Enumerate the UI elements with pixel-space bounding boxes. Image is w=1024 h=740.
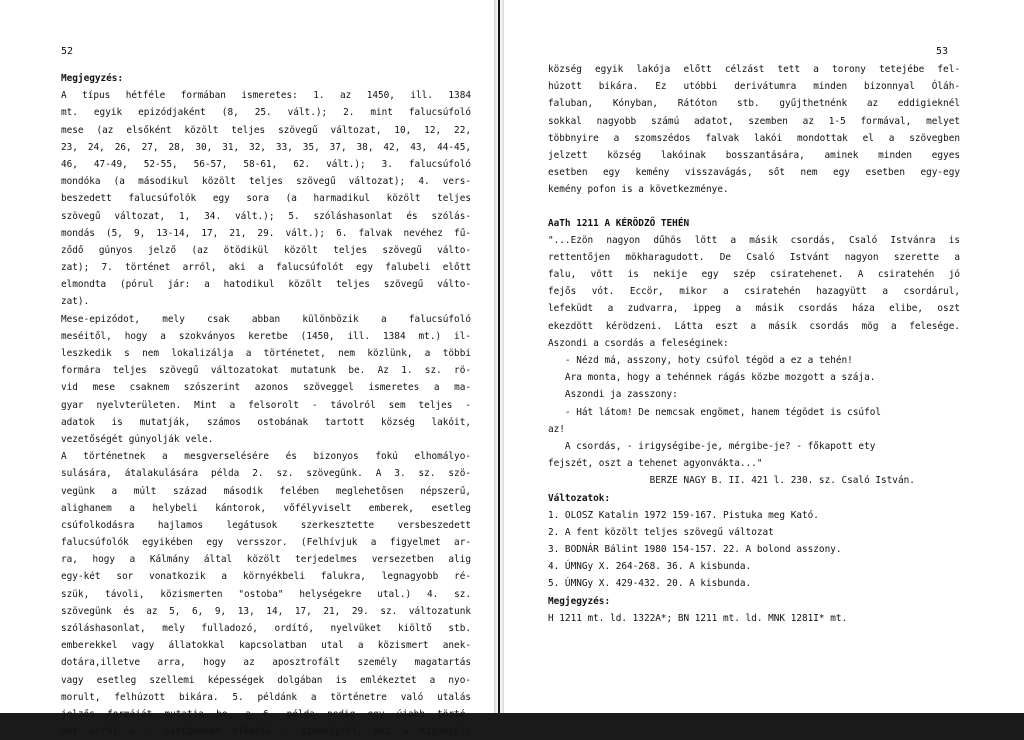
text-line: morult, felhúzott bikára. 5. példánk a történetre való utalás: [61, 691, 471, 703]
text-line: fejszét, oszt a tehenet agyonvákta...": [548, 458, 763, 470]
text-line: vagy esetleg szellemi képességek dolgában is emlékeztet a nyo-: [61, 674, 471, 686]
text-line: A típus hétféle formában ismeretes: 1. az 1450, ill. 1384: [61, 90, 471, 102]
text-column: [548, 61, 960, 627]
text-line: egy-két sor vonatkozik a környékbeli falukra, legnagyobb ré-: [61, 571, 471, 583]
section-heading: AaTh 1211 A KÉRÖDZŐ TEHÉN: [548, 217, 690, 229]
text-line: 23, 24, 26, 27, 28, 30, 31, 32, 33, 35, 37, 38, 42, 43, 44-45,: [61, 141, 471, 153]
text-line: jelzős formáját mutatja be, a 6. példa pedig egy újabb törté-: [61, 708, 471, 720]
text-line: BERZE NAGY B. II. 421 l. 230. sz. Csaló István.: [548, 475, 915, 487]
text-line: sulására, átalakulására példa 2. sz. szövegünk. A 3. sz. szö-: [61, 468, 471, 480]
text-line: Aszondi ja zasszony:: [548, 389, 678, 401]
gutter-shadow: [498, 0, 500, 713]
text-line: faluban, Kónyban, Rátóton stb. gyűjthetnénk az eddigieknél: [548, 98, 960, 110]
text-line: mt. egyik epizódjaként (8, 25. vált.); 2. mint falucsúfoló: [61, 107, 471, 119]
text-line: ra, hogy a Kálmány által közölt terjedelmes versezetben alig: [61, 554, 471, 566]
text-line: vegünk a múlt század második felében meglehetősen népszerű,: [61, 485, 471, 497]
text-line: többnyire a szomszédos falvak lakói mondottak el a szövegben: [548, 132, 960, 144]
page-number: 52: [61, 46, 74, 57]
text-line: 2. A fent közölt teljes szövegű változat: [548, 526, 774, 538]
text-line: elmondta (pórul jár: a hatodikul közölt teljes szövegű válto-: [61, 279, 471, 291]
text-line: net arról a - esetünkben előkelő - személyről, aki a kigúnyolt: [61, 726, 471, 738]
text-line: kemény pofon is a következménye.: [548, 184, 729, 196]
text-line: 3. BODNÁR Bálint 1980 154-157. 22. A bolond asszony.: [548, 544, 842, 556]
text-line: alighanem a helybeli kántorok, vőfélyviselt emberek, esetleg: [61, 502, 471, 514]
text-line: - Nézd má, asszony, hoty csúfol tégöd a ez a tehén!: [548, 355, 853, 366]
text-line: ződő gúnyos jelző (az ötödikül közölt teljes szövegű válto-: [61, 244, 471, 256]
text-line: - Hát látom! De nemcsak engömet, hanem tégödet is csúfol: [548, 406, 882, 418]
text-line: 5. ÚMNGy X. 429-432. 20. A kisbunda.: [548, 578, 752, 590]
text-line: zat); 7. történet arról, aki a falucsúfolót egy falubeli előtt: [61, 262, 471, 274]
text-line: 4. ÚMNGy X. 264-268. 36. A kisbunda.: [548, 561, 752, 573]
text-line: mondás (5, 9, 13-14, 17, 21, 29. vált.); 6. falvak nevéhez fű-: [61, 227, 471, 239]
text-line: A csordás, - irigységibe-je, mérgibe-je? - főkapott ety: [548, 440, 876, 452]
text-line: Mese-epizódot, mely csak abban különbözik a falucsúfoló: [61, 313, 471, 325]
text-line: jelzett község lakóinak bosszantására, aminek minden egyes: [548, 149, 960, 161]
text-line: fejős vót. Eccör, mikor a csiratehén hazagyütt a csordárul,: [548, 286, 960, 298]
text-line: "...Ezön nagyon dűhös lött a másik csordás, Csaló Istvánra is: [548, 234, 960, 246]
section-heading: Megjegyzés:: [548, 595, 611, 607]
text-line: falucsúfolók egyikében egy versszor. (Felhívjuk a figyelmet ar-: [61, 537, 471, 549]
section-heading: Megjegyzés:: [61, 73, 124, 84]
text-line: leszkedik s nem lokalizálja a történetet, nem közlünk, a többi: [61, 348, 471, 359]
text-line: mondóka (a másodikul közölt teljes szövegű változat); 4. vers-: [61, 176, 471, 188]
text-line: község egyik lakója előtt célzást tett a torony tetejébe fel-: [548, 64, 960, 75]
text-line: mese (az elsőként közölt teljes szövegű változat, 10, 12, 22,: [61, 124, 471, 136]
text-line: vezetőségét gúnyolják vele.: [61, 433, 214, 445]
text-line: adatok is mutatják, számos ostobának tartott község lakóit,: [61, 416, 471, 428]
text-line: vid mese csaknem szószerint azonos szöveggel ismeretes a ma-: [61, 382, 471, 394]
text-line: Aszondi a csordás a feleséginek:: [548, 337, 729, 349]
text-line: szük, távoli, közismerten "ostoba" helységekre utal.) 4. sz.: [61, 588, 471, 600]
section-heading: Változatok:: [548, 492, 611, 504]
text-line: beszedett falucsúfolók egy sora (a harmadikul közölt teljes: [61, 193, 471, 205]
text-line: Ara monta, hogy a tehénnek rágás közbe mozgott a szája.: [548, 372, 876, 384]
text-line: emberekkel vagy állatokkal kapcsolatban utal a közismert anek-: [61, 640, 471, 652]
text-line: meséitől, hogy a szokványos keretbe (1450, ill. 1384 mt.) il-: [61, 330, 471, 342]
text-line: rettentőjen mökharagudott. De Csaló Istvánt nagyon szerette a: [548, 251, 960, 263]
text-line: szövegünk és az 5, 6, 9, 13, 14, 17, 21, 29. sz. változatunk: [61, 605, 471, 617]
text-line: sokkal nagyobb számú adatot, szemben az 1-5 formával, melyet: [548, 115, 960, 127]
page-number: 53: [936, 46, 949, 57]
text-line: 46, 47-49, 52-55, 56-57, 58-61, 62. vált.); 3. falucsúfoló: [61, 158, 471, 170]
text-line: A történetnek a mesgverselésére és bizonyos fokú elhomályo-: [61, 451, 471, 463]
text-line: dotára,illetve arra, hogy az aposztrofált személy magatartás: [61, 657, 471, 669]
text-line: esetben egy kemény visszavágás, sőt nem egy esetben egy-egy: [548, 167, 960, 179]
text-line: lefeküdt a zudvarra, ippeg a másik csordás háza elibe, oszt: [548, 303, 960, 315]
text-line: ekezdött kérödzeni. Látta eszt a másik csordás mög a felesége.: [548, 320, 960, 332]
text-line: formára teljes szövegű változatokat mutatunk be. Az 1. sz. rö-: [61, 365, 471, 377]
text-line: H 1211 mt. ld. 1322A*; BN 1211 mt. ld. MNK 1281I* mt.: [548, 612, 848, 624]
text-line: szóláshasonlat, mely fulladozó, ordító, nyelvüket kiöltő stb.: [61, 623, 471, 634]
text-line: az!: [548, 423, 565, 435]
text-line: húzott bikára. Ez utóbbi derivátumra minden bizonnyal Óláh-: [548, 81, 960, 93]
text-line: zat).: [61, 296, 90, 308]
text-line: gyar nyelvterületen. Mint a felsorolt - távolról sem teljes -: [61, 399, 471, 411]
text-line: 1. OLOSZ Katalin 1972 159-167. Pistuka meg Kató.: [548, 509, 819, 521]
text-line: falu, vött is nekije egy szép csiratehenet. A csiratehén jó: [548, 269, 960, 281]
text-line: csúfolkodásra hajlamos legátusok szerkesztette versbeszedett: [61, 519, 471, 531]
paragraph-gap: [548, 199, 960, 215]
text-column: [61, 70, 471, 740]
text-line: szövegű változat, 1, 34. vált.); 5. szóláshasonlat és szólás-: [61, 210, 471, 222]
